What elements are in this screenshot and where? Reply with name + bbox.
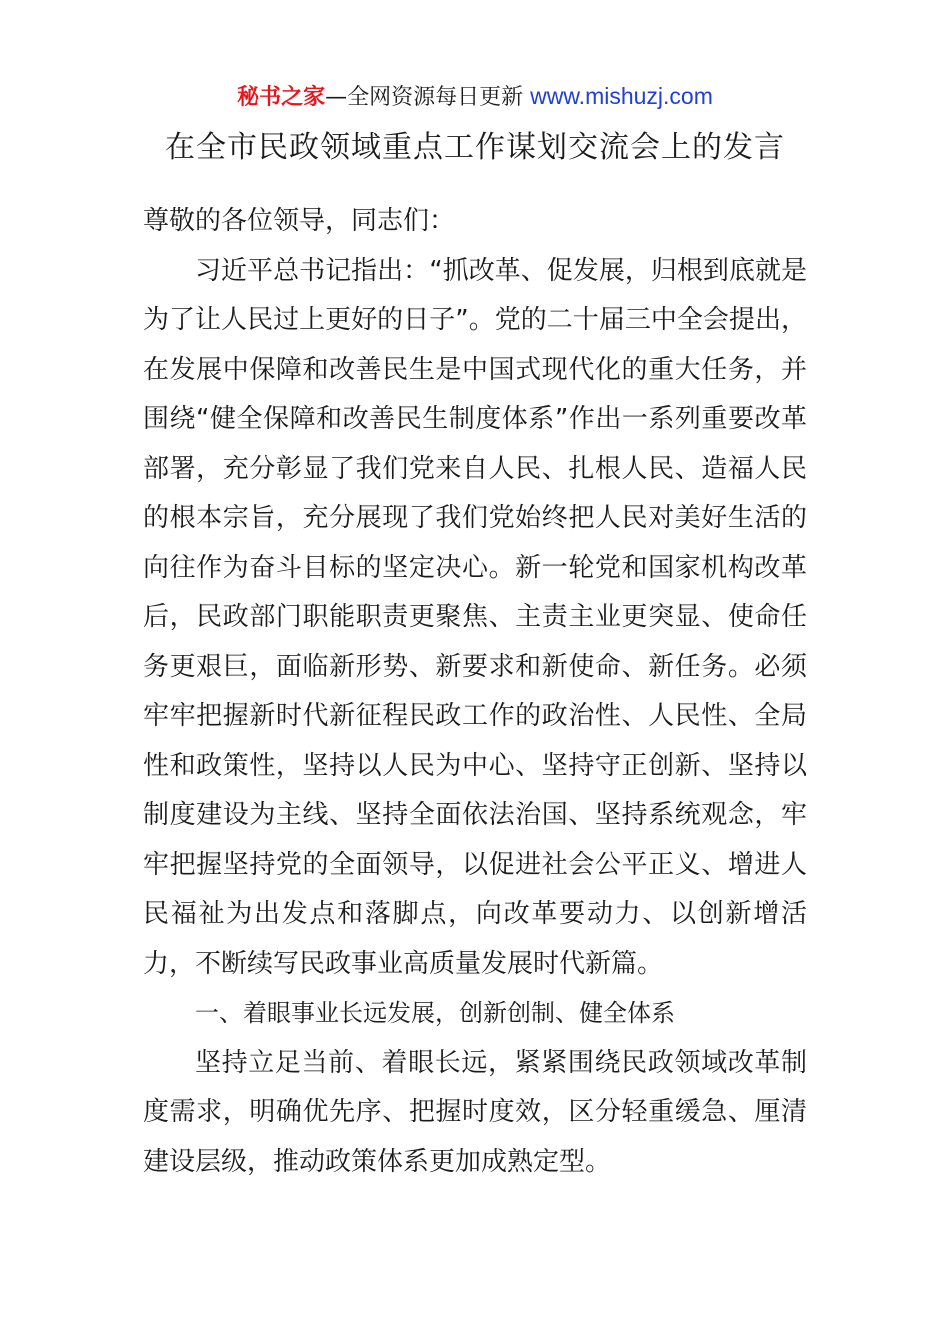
site-url-link[interactable]: www.mishuzj.com [530,83,713,109]
section-1-heading: 一、着眼事业长远发展，创新创制、健全体系 [195,999,675,1027]
site-tagline: —全网资源每日更新 [325,85,524,110]
document-body [143,197,807,1187]
intro-paragraph: 习近平总书记指出：“抓改革、促发展，归根到底就是为了让人民过上更好的日子”。党的二十届三中全会提出，在发展中保障和改善民生是中国式现代化的重大任务，并围绕“健全保障和改善民生制度体系”作出一系列重要改革部署，充分彰显了我们党来自人民、扎根人民、造福人民的根本宗旨，充分展现了我们党始终把人民对美好生活的向往作为奋斗目标的坚定决心。新一轮党和国家机构改革后，民政部门职能职责更聚焦、主责主业更突显、使命任务更艰巨，面临新形势、新要求和新使命、新任务。必须牢牢把握新时代新征程民政工作的政治性、人民性、全局性和政策性，坚持以人民为中心、坚持守正创新、坚持以制度建设为主线、坚持全面依法治国、坚持系统观念，牢牢把握坚持党的全面领导，以促进社会公平正义、增进人民福祉为出发点和落脚点，向改革要动力、以创新增活力，不断续写民政事业高质量发展时代新篇。 [143,255,807,979]
document-title: 在全市民政领域重点工作谋划交流会上的发言 [165,130,785,165]
site-header [0,80,950,114]
site-brand: 秘书之家 [237,85,326,110]
section-1-paragraph: 坚持立足当前、着眼长远，紧紧围绕民政领域改革制度需求，明确优先序、把握时度效，区分轻重缓急、厘清建设层级，推动政策体系更加成熟定型。 [143,1047,807,1177]
salutation: 尊敬的各位领导，同志们： [143,206,456,236]
